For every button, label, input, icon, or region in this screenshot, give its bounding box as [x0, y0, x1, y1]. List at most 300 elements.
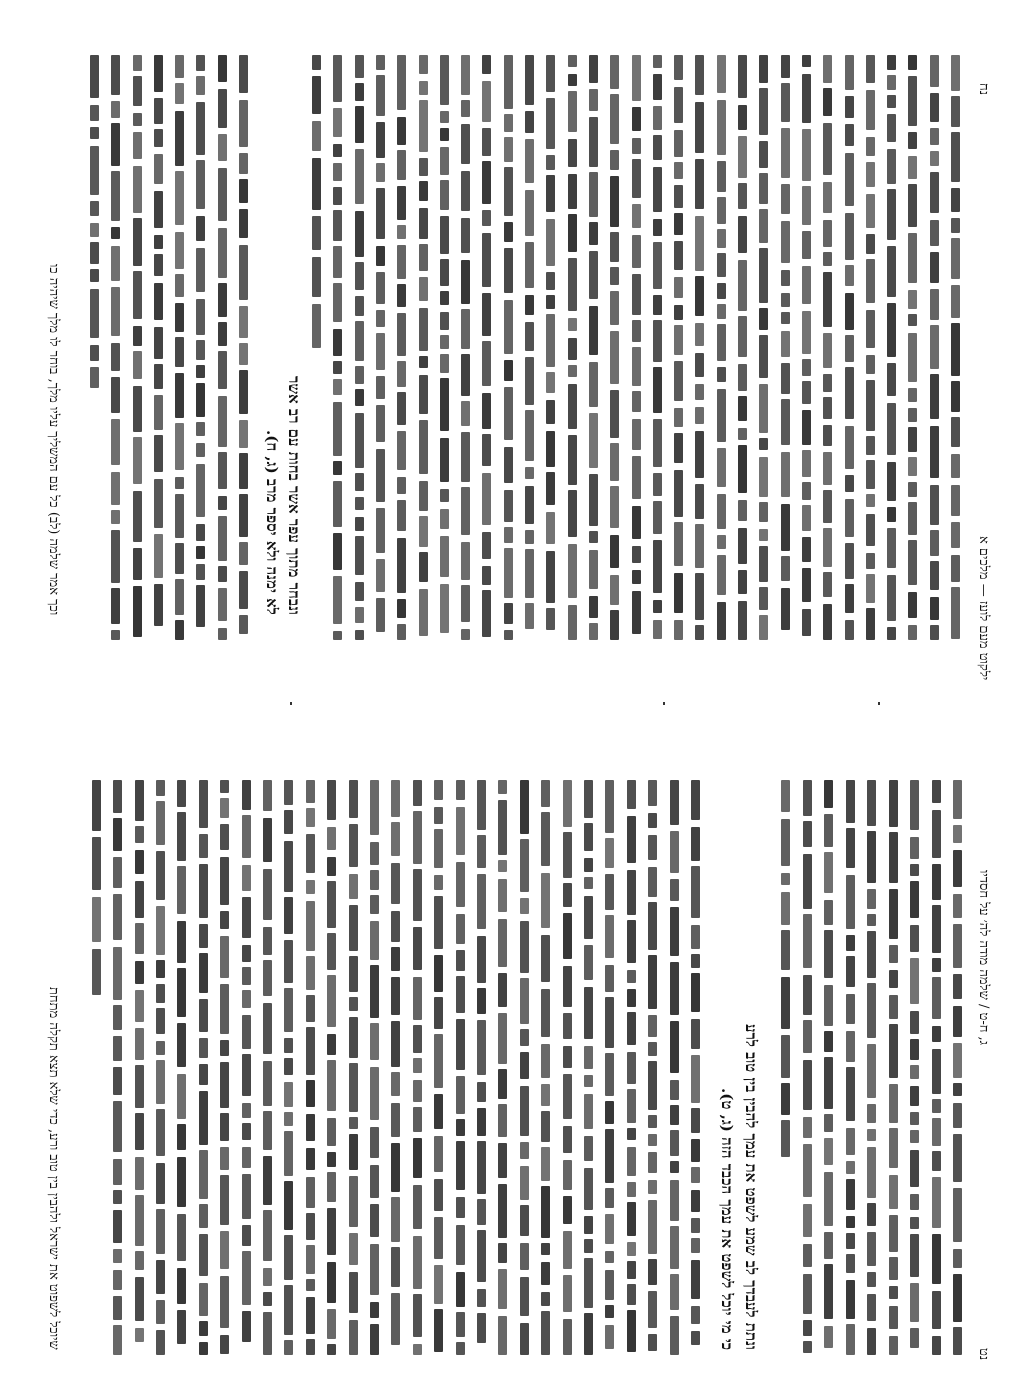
- scanned-text-line: [503, 55, 514, 640]
- scanned-word: [653, 219, 662, 236]
- scanned-word: [953, 1043, 962, 1078]
- scanned-text-line: [604, 780, 615, 1355]
- scanned-word: [242, 780, 251, 810]
- scanned-word: [498, 1269, 507, 1309]
- scanned-word: [717, 324, 726, 361]
- scanned-word: [327, 1344, 336, 1355]
- scanned-word: [327, 1172, 336, 1202]
- scanned-text-line: [626, 780, 637, 1355]
- scanned-word: [867, 1147, 876, 1198]
- scanned-word: [695, 407, 704, 424]
- scanned-word: [932, 958, 941, 972]
- scanned-word: [239, 370, 248, 414]
- scanned-word: [691, 1306, 700, 1324]
- scanned-word: [889, 1306, 898, 1329]
- scanned-word: [498, 1143, 507, 1178]
- scanned-word: [846, 1179, 855, 1210]
- scanned-text-line: [780, 55, 791, 640]
- scanned-word: [419, 244, 428, 271]
- scanned-word: [568, 139, 577, 167]
- scanned-word: [196, 55, 205, 71]
- scanned-word: [738, 500, 747, 521]
- scanned-word: [823, 182, 832, 213]
- scanned-word: [498, 973, 507, 1007]
- scanned-word: [670, 1105, 679, 1125]
- scanned-word: [823, 425, 832, 446]
- scanned-word: [589, 474, 598, 526]
- scanned-word: [546, 472, 555, 505]
- scanned-text-line: [217, 55, 228, 640]
- scanned-word: [135, 923, 144, 954]
- scanned-word: [691, 1331, 700, 1345]
- scanned-word: [220, 1276, 229, 1328]
- scanned-word: [845, 96, 854, 118]
- scanned-word: [563, 780, 572, 827]
- scanned-text-line: [524, 55, 535, 640]
- scanned-word: [632, 107, 641, 131]
- scanned-word: [584, 1216, 593, 1234]
- scanned-word: [803, 1320, 812, 1336]
- scanned-word: [568, 544, 577, 598]
- scanned-word: [781, 55, 790, 78]
- scanned-word: [951, 587, 960, 639]
- scanned-word: [218, 516, 227, 561]
- scanned-word: [90, 105, 99, 121]
- scanned-word: [349, 997, 358, 1011]
- scanned-word: [546, 314, 555, 367]
- scanned-word: [653, 55, 662, 68]
- scanned-word: [802, 311, 811, 354]
- scanned-word: [370, 1023, 379, 1060]
- scanned-word: [910, 1283, 919, 1322]
- scanned-word: [520, 1052, 529, 1079]
- scanned-word: [691, 1167, 700, 1183]
- scanned-word: [376, 55, 385, 70]
- scanned-word: [953, 825, 962, 843]
- scanned-word: [674, 185, 683, 208]
- scanned-word: [648, 1042, 657, 1056]
- scanned-word: [691, 973, 700, 1012]
- scanned-word: [175, 494, 184, 538]
- scanned-word: [563, 1013, 572, 1039]
- scanned-word: [802, 482, 811, 500]
- scanned-word: [175, 423, 184, 470]
- scanned-word: [695, 384, 704, 400]
- scanned-word: [802, 450, 811, 477]
- scanned-word: [910, 1086, 919, 1106]
- scanned-word: [196, 365, 205, 378]
- scanned-word: [759, 457, 768, 497]
- scanned-word: [759, 308, 768, 330]
- scanned-word: [823, 452, 832, 485]
- scanned-word: [135, 990, 144, 1022]
- scanned-word: [482, 590, 491, 637]
- scanned-word: [113, 818, 122, 851]
- scanned-word: [391, 1143, 400, 1192]
- scanned-word: [355, 262, 364, 290]
- scanned-word: [846, 994, 855, 1024]
- scanned-word: [349, 1134, 358, 1170]
- scanned-word: [461, 487, 470, 535]
- scanned-word: [199, 1064, 208, 1085]
- scanned-word: [546, 155, 555, 170]
- scanned-text-line: [348, 780, 359, 1355]
- scanned-word: [802, 505, 811, 531]
- scanned-word: [781, 780, 790, 812]
- scanned-word: [90, 242, 99, 264]
- scanned-word: [434, 1034, 443, 1088]
- scanned-word: [932, 905, 941, 953]
- scanned-text-line: [433, 780, 444, 1355]
- scanned-word: [759, 173, 768, 204]
- scanned-word: [391, 780, 400, 817]
- scanned-word: [220, 780, 229, 793]
- scanned-word: [440, 55, 449, 105]
- scanned-text-line: [110, 55, 121, 640]
- scanned-word: [568, 174, 577, 209]
- scanned-word: [111, 101, 120, 118]
- scanned-word: [154, 364, 163, 389]
- scanned-word: [177, 812, 186, 861]
- scanned-word: [846, 956, 855, 987]
- scanned-text-line: [390, 780, 401, 1355]
- scanned-word: [546, 175, 555, 212]
- scanned-word: [627, 1089, 636, 1123]
- scanned-word: [133, 548, 142, 580]
- scanned-word: [306, 995, 315, 1022]
- scanned-word: [477, 936, 486, 983]
- scanned-word: [92, 949, 101, 995]
- scanned-word: [674, 361, 683, 401]
- scanned-word: [520, 1086, 529, 1136]
- scanned-word: [908, 156, 917, 179]
- scanned-word: [717, 229, 726, 248]
- scanned-word: [910, 1217, 919, 1229]
- scanned-word: [355, 296, 364, 316]
- scanned-word: [199, 1234, 208, 1276]
- scanned-word: [525, 467, 534, 479]
- scanned-word: [327, 881, 336, 928]
- scanned-word: [563, 913, 572, 959]
- scanned-word: [263, 960, 272, 996]
- scanned-word: [376, 559, 385, 592]
- scanned-word: [908, 427, 917, 452]
- scanned-word: [781, 588, 790, 630]
- scanned-word: [333, 361, 342, 374]
- scanned-word: [695, 625, 704, 640]
- scanned-word: [610, 486, 619, 528]
- scanned-word: [953, 1134, 962, 1182]
- scanned-word: [113, 894, 122, 940]
- scanned-word: [135, 826, 144, 843]
- scanned-word: [738, 316, 747, 357]
- scanned-word: [824, 1172, 833, 1226]
- scanned-word: [866, 259, 875, 303]
- scanned-word: [456, 780, 465, 800]
- scanned-word: [648, 780, 657, 806]
- scanned-word: [349, 824, 358, 867]
- scanned-word: [242, 865, 251, 891]
- scanned-word: [525, 55, 534, 105]
- scanned-word: [90, 367, 99, 388]
- scanned-word: [930, 289, 939, 320]
- scanned-word: [327, 1152, 336, 1167]
- scanned-word: [376, 188, 385, 239]
- scanned-word: [111, 472, 120, 505]
- scanned-word: [327, 857, 336, 876]
- scanned-word: [717, 100, 726, 155]
- scanned-word: [434, 997, 443, 1029]
- scanned-word: [413, 977, 422, 1020]
- scanned-word: [930, 252, 939, 283]
- scanned-word: [312, 257, 321, 297]
- scanned-word: [397, 55, 406, 110]
- scanned-word: [846, 780, 855, 823]
- scanned-word: [504, 167, 513, 216]
- scanned-word: [355, 607, 364, 623]
- scanned-word: [546, 551, 555, 603]
- scanned-word: [632, 570, 641, 584]
- scanned-text-line: [476, 780, 487, 1355]
- scanned-word: [695, 484, 704, 519]
- scanned-word: [546, 512, 555, 544]
- scanned-word: [263, 927, 272, 955]
- scanned-word: [670, 1316, 679, 1355]
- scanned-word: [781, 930, 790, 970]
- scanned-word: [781, 819, 790, 866]
- scanned-word: [154, 584, 163, 626]
- scanned-word: [627, 1284, 636, 1305]
- scanned-word: [802, 410, 811, 445]
- scanned-word: [759, 141, 768, 168]
- scanned-word: [670, 1130, 679, 1156]
- scanned-word: [717, 367, 726, 382]
- scanned-word: [154, 283, 163, 320]
- scanned-word: [312, 304, 321, 348]
- scanned-word: [154, 55, 163, 92]
- scanned-word: [845, 499, 854, 537]
- scanned-word: [803, 1204, 812, 1237]
- scanned-word: [196, 383, 205, 417]
- scanned-word: [541, 873, 550, 928]
- scanned-word: [154, 327, 163, 359]
- scanned-word: [175, 55, 184, 78]
- scanned-word: [376, 376, 385, 399]
- scanned-word: [670, 1161, 679, 1173]
- scanned-word: [355, 211, 364, 257]
- scanned-word: [156, 906, 165, 955]
- scanned-word: [866, 194, 875, 228]
- scanned-word: [824, 1138, 833, 1165]
- scanned-word: [823, 88, 832, 116]
- scanned-word: [306, 780, 315, 803]
- scanned-word: [456, 1141, 465, 1190]
- scanned-word: [263, 1061, 272, 1106]
- scanned-word: [803, 1144, 812, 1197]
- scanned-word: [563, 966, 572, 1007]
- scanned-word: [239, 306, 248, 338]
- scanned-word: [845, 213, 854, 260]
- scanned-word: [376, 333, 385, 370]
- scanned-word: [546, 295, 555, 309]
- scanned-word: [781, 556, 790, 581]
- scanned-word: [520, 1142, 529, 1159]
- scanned-word: [670, 1180, 679, 1221]
- scanned-word: [477, 1082, 486, 1102]
- scanned-word: [284, 810, 293, 834]
- scanned-word: [717, 535, 726, 549]
- scanned-word: [156, 851, 165, 900]
- scanned-word: [111, 287, 120, 336]
- scanned-word: [239, 420, 248, 448]
- scanned-word: [802, 231, 811, 259]
- scanned-word: [589, 623, 598, 640]
- scanned-word: [653, 540, 662, 593]
- scanned-word: [627, 920, 636, 963]
- scanned-word: [135, 1113, 144, 1150]
- scanned-word: [889, 1336, 898, 1355]
- scanned-word: [627, 1261, 636, 1279]
- scanned-word: [419, 356, 428, 368]
- scanned-text-line: [737, 55, 748, 640]
- scanned-word: [504, 137, 513, 162]
- scanned-word: [504, 114, 513, 132]
- scanned-word: [154, 479, 163, 528]
- scanned-word: [866, 137, 875, 156]
- scanned-word: [930, 128, 939, 145]
- scanned-word: [648, 813, 657, 828]
- scanned-word: [563, 1275, 572, 1312]
- scanned-word: [951, 96, 960, 127]
- scanned-word: [397, 431, 406, 470]
- scanned-word: [196, 76, 205, 95]
- scanned-word: [520, 898, 529, 914]
- scanned-word: [845, 153, 854, 206]
- scanned-word: [627, 780, 636, 809]
- scanned-word: [823, 252, 832, 266]
- scanned-word: [90, 269, 99, 282]
- scanned-text-line: [583, 780, 594, 1355]
- scanned-word: [504, 387, 513, 440]
- scanned-word: [691, 866, 700, 918]
- scanned-word: [327, 1208, 336, 1255]
- scanned-word: [867, 831, 876, 883]
- scanned-word: [440, 335, 449, 349]
- scanned-word: [525, 486, 534, 524]
- scanned-word: [866, 310, 875, 348]
- scanned-word: [133, 386, 142, 432]
- page-break-mark: [663, 702, 665, 705]
- scanned-word: [632, 347, 641, 386]
- scanned-text-line: [519, 780, 530, 1355]
- scanned-word: [632, 591, 641, 634]
- scanned-word: [263, 1003, 272, 1054]
- scanned-word: [498, 1243, 507, 1263]
- scanned-word: [333, 210, 342, 241]
- scanned-word: [239, 245, 248, 300]
- scanned-word: [220, 1113, 229, 1141]
- scanned-word: [242, 1147, 251, 1168]
- scanned-word: [419, 277, 428, 301]
- scanned-word: [111, 530, 120, 583]
- scanned-word: [196, 443, 205, 457]
- scanned-word: [717, 304, 726, 319]
- scanned-word: [824, 985, 833, 1026]
- scanned-word: [477, 988, 486, 1014]
- scanned-word: [196, 216, 205, 241]
- scanned-word: [887, 303, 896, 357]
- scanned-word: [802, 381, 811, 404]
- scanned-word: [951, 323, 960, 376]
- scanned-word: [802, 609, 811, 636]
- scanned-word: [413, 1058, 422, 1073]
- scanned-word: [568, 74, 577, 86]
- scanned-word: [482, 55, 491, 74]
- scanned-word: [306, 956, 315, 990]
- scanned-text-line: [219, 780, 230, 1355]
- scanned-word: [866, 355, 875, 374]
- scanned-word: [349, 905, 358, 951]
- scanned-word: [111, 630, 120, 640]
- scanned-word: [177, 1310, 186, 1344]
- scanned-word: [568, 605, 577, 640]
- scanned-word: [953, 894, 962, 918]
- scanned-word: [349, 1117, 358, 1129]
- scanned-text-line: [886, 55, 897, 640]
- scanned-word: [674, 213, 683, 235]
- scanned-word: [133, 326, 142, 346]
- scanned-word: [541, 1311, 550, 1355]
- scanned-word: [434, 875, 443, 890]
- scanned-word: [610, 150, 619, 170]
- scanned-word: [610, 291, 619, 325]
- scanned-word: [525, 410, 534, 461]
- scanned-word: [738, 183, 747, 209]
- scanned-word: [196, 299, 205, 335]
- scanned-word: [867, 1294, 876, 1321]
- scanned-text-line: [690, 780, 701, 1355]
- scanned-word: [284, 1131, 293, 1176]
- scanned-word: [333, 329, 342, 356]
- scanned-word: [648, 835, 657, 860]
- scanned-word: [845, 584, 854, 613]
- scanned-text-line: [545, 55, 556, 640]
- scanned-word: [333, 55, 342, 102]
- scanned-word: [333, 144, 342, 157]
- scanned-word: [930, 172, 939, 213]
- scanned-word: [653, 167, 662, 212]
- scanned-word: [781, 331, 790, 357]
- scanned-word: [823, 272, 832, 327]
- scanned-word: [738, 445, 747, 493]
- scanned-word: [440, 291, 449, 305]
- scanned-word: [111, 419, 120, 465]
- scanned-word: [370, 1127, 379, 1158]
- scanned-word: [589, 117, 598, 167]
- scanned-word: [845, 265, 854, 286]
- scanned-word: [887, 462, 896, 501]
- scanned-word: [953, 924, 962, 968]
- scanned-word: [242, 1015, 251, 1049]
- scanned-word: [670, 962, 679, 1015]
- scanned-word: [397, 624, 406, 640]
- scanned-word: [584, 1258, 593, 1308]
- scanned-word: [781, 977, 790, 1029]
- scanned-word: [456, 1225, 465, 1265]
- scanned-word: [242, 1251, 251, 1305]
- scanned-word: [133, 351, 142, 379]
- scanned-word: [953, 974, 962, 999]
